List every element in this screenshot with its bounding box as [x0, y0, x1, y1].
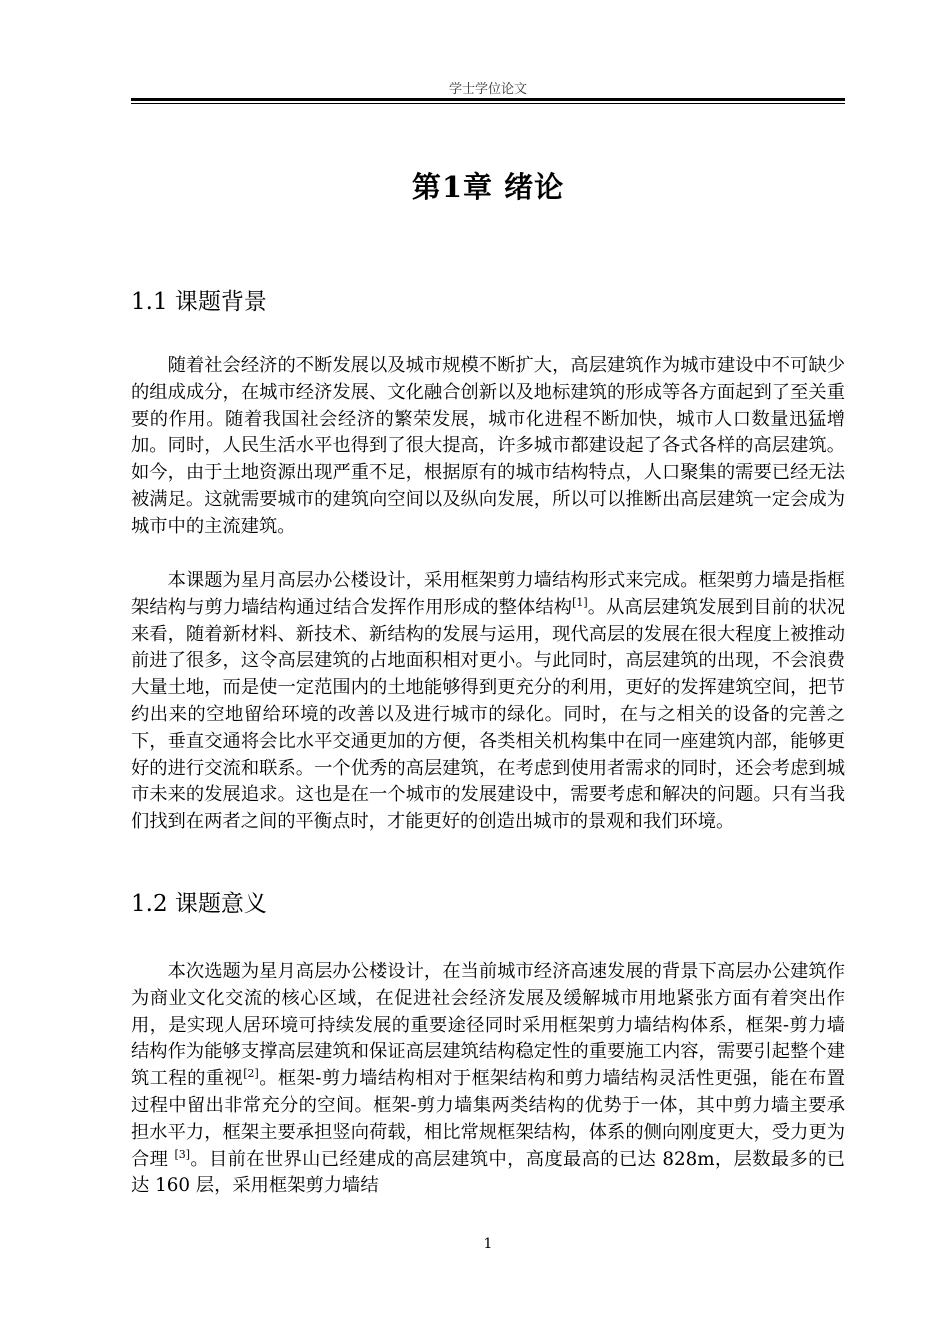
paragraph — [131, 568, 845, 836]
paragraph-text: 。从高层建筑发展到目前的状况来看，随着新材料、新技术、新结构的发展与运用，现代高层的发展在很大程度上被推动前进了很多，这令高层建筑的占地面积相对更小。与此同时，高层建筑的出现，不会浪费大量土地，而是使一定范围内的土地能够得到更充分的利用，更好的发挥建筑空间，把节约出来的空地留给环境的改善以及进行城市的绿化。同时，在与之相关的设备的完善之下，垂直交通将会比水平交通更加的方便，各类相关机构集中在同一座建筑内部，能够更好的进行交流和联系。一个优秀的高层建筑，在考虑到使用者需求的同时，还会考虑到城市未来的发展追求。这也是在一个城市的发展建设中，需要考虑和解决的问题。只有当我们找到在两者之间的平衡点时，才能更好的创造出城市的景观和我们环境。 — [131, 596, 846, 833]
chapter-title: 第1章 绪论 — [411, 170, 565, 204]
citation-ref: [3] — [174, 1147, 191, 1161]
paragraph-text: 。目前在世界山已经建成的高层建筑中，高度最高的已达 828m，层数最多的已达 160 层，采用框架剪力墙结 — [131, 1148, 846, 1197]
paragraph — [131, 353, 845, 541]
running-header: 学士学位论文 — [448, 82, 527, 97]
header-rule-thick — [131, 98, 845, 101]
citation-ref: [1] — [572, 595, 588, 609]
section-title-1-2: 1.2 课题意义 — [131, 891, 267, 917]
header-rule-thin — [131, 103, 845, 104]
paragraph-text: 本次选题为星月高层办公楼设计，在当前城市经济高速发展的背景下高层办公建筑作为商业文化交流的核心区域，在促进社会经济发展及缓解城市用地紧张方面有着突出作用，是实现人居环境可持续发展的重要途径同时采用框架剪力墙结构体系，框架-剪力墙结构作为能够支撑高层建筑和保证高层建筑结构稳定性的重要施工内容，需要引起整个建筑工程的重视 — [131, 961, 845, 1090]
page-number: 1 — [483, 1236, 493, 1252]
paragraph-text: 本课题为星月高层办公楼设计，采用框架剪力墙结构形式来完成。框架剪力墙是指框架结构与剪力墙结构通过结合发挥作用形成的整体结构 — [131, 570, 845, 618]
section-title-1-1: 1.1 课题背景 — [131, 289, 267, 315]
citation-ref: [2] — [243, 1067, 259, 1081]
paragraph — [131, 959, 845, 1200]
paragraph-text: 随着社会经济的不断发展以及城市规模不断扩大，高层建筑作为城市建设中不可缺少的组成成分，在城市经济发展、文化融合创新以及地标建筑的形成等各方面起到了至关重要的作用。随着我国社会经济的繁荣发展，城市化进程不断加快，城市人口数量迅猛增加。同时，人民生活水平也得到了很大提高，许多城市都建设起了各式各样的高层建筑。如今，由于土地资源出现严重不足，根据原有的城市结构特点，人口聚集的需要已经无法被满足。这就需要城市的建筑向空间以及纵向发展，所以可以推断出高层建筑一定会成为城市中的主流建筑。 — [131, 355, 845, 537]
paragraph-text: 。框架-剪力墙结构相对于框架结构和剪力墙结构灵活性更强，能在布置过程中留出非常充分的空间。框架-剪力墙集两类结构的优势于一体，其中剪力墙主要承担水平力，框架主要承担竖向荷载，相比常规框架结构，体系的侧向刚度更大，受力更为合理 — [131, 1068, 845, 1170]
